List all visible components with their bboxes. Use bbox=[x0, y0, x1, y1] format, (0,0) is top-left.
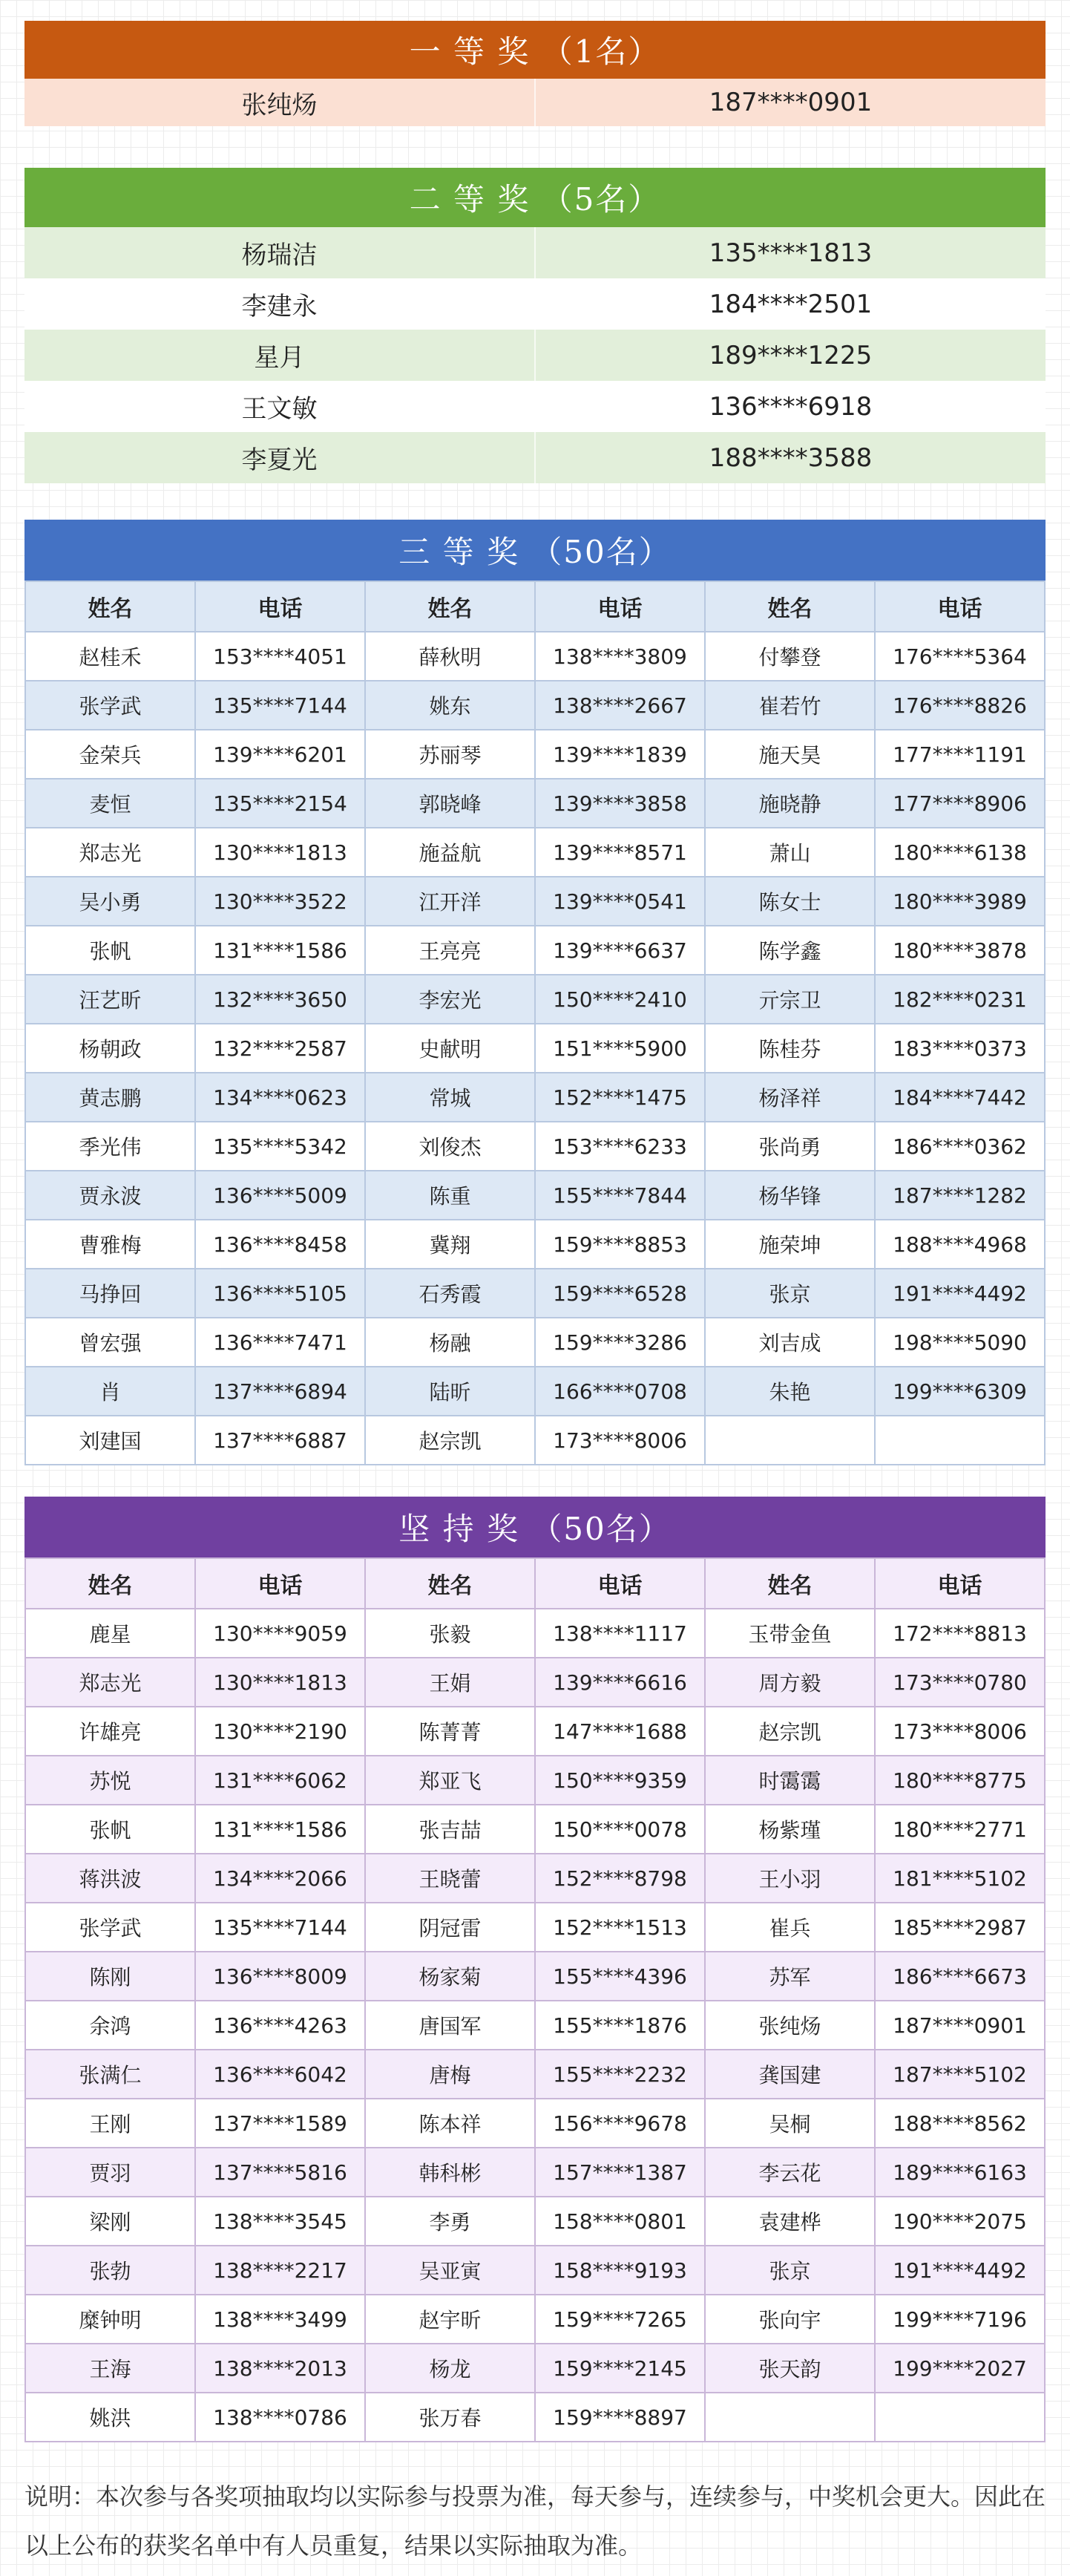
winner-name: 常城 bbox=[365, 1073, 535, 1122]
winner-phone: 139****1839 bbox=[535, 730, 705, 779]
winner-name: 王娟 bbox=[365, 1658, 535, 1707]
winner-phone: 138****0786 bbox=[195, 2393, 365, 2442]
table-row bbox=[25, 1122, 1045, 1171]
winner-phone: 136****5009 bbox=[195, 1171, 365, 1220]
winner-name: 陈本祥 bbox=[365, 2099, 535, 2148]
winner-phone: 177****8906 bbox=[875, 779, 1045, 828]
table-row bbox=[25, 1416, 1045, 1465]
winner-phone: 157****1387 bbox=[535, 2148, 705, 2197]
winner-name: 金荣兵 bbox=[25, 730, 195, 779]
winner-phone: 137****5816 bbox=[195, 2148, 365, 2197]
winner-name: 肖 bbox=[25, 1367, 195, 1416]
table-row bbox=[25, 2001, 1045, 2050]
winner-phone: 155****4396 bbox=[535, 1952, 705, 2001]
winner-name bbox=[705, 2393, 875, 2442]
winner-phone: 131****1586 bbox=[195, 926, 365, 975]
winner-name: 李勇 bbox=[365, 2197, 535, 2246]
table-row bbox=[25, 1609, 1045, 1658]
winner-phone bbox=[875, 1416, 1045, 1465]
winner-phone: 183****0373 bbox=[875, 1024, 1045, 1073]
winner-name: 时霭霭 bbox=[705, 1756, 875, 1805]
second-prize-section bbox=[24, 168, 1046, 483]
winner-phone: 180****6138 bbox=[875, 828, 1045, 877]
winner-phone: 150****9359 bbox=[535, 1756, 705, 1805]
winner-phone: 138****2217 bbox=[195, 2246, 365, 2295]
winner-phone: 153****6233 bbox=[535, 1122, 705, 1171]
winner-phone: 173****0780 bbox=[875, 1658, 1045, 1707]
winner-name: 杨瑞洁 bbox=[241, 241, 318, 270]
winner-phone: 139****6637 bbox=[535, 926, 705, 975]
winner-phone: 152****8798 bbox=[535, 1854, 705, 1903]
winner-name: 鹿星 bbox=[25, 1609, 195, 1658]
winner-phone: 185****2987 bbox=[875, 1903, 1045, 1952]
winner-name: 糜钟明 bbox=[25, 2295, 195, 2344]
winner-phone: 153****4051 bbox=[195, 632, 365, 681]
winner-name: 江开洋 bbox=[365, 877, 535, 926]
winner-phone: 136****7471 bbox=[195, 1318, 365, 1367]
winner-phone: 156****9678 bbox=[535, 2099, 705, 2148]
column-header-phone: 电话 bbox=[535, 581, 705, 632]
winner-name: 郑志光 bbox=[25, 1658, 195, 1707]
winner-phone: 132****2587 bbox=[195, 1024, 365, 1073]
persistence-prize-header: 坚 持 奖 （50名） bbox=[24, 1497, 1046, 1557]
winner-name: 韩科彬 bbox=[365, 2148, 535, 2197]
winner-phone: 180****8775 bbox=[875, 1756, 1045, 1805]
winner-name: 郑志光 bbox=[25, 828, 195, 877]
table-row bbox=[25, 779, 1045, 828]
winner-phone: 172****8813 bbox=[875, 1609, 1045, 1658]
column-header-phone: 电话 bbox=[875, 1558, 1045, 1609]
table-header-row bbox=[25, 1558, 1045, 1609]
third-prize-header: 三 等 奖 （50名） bbox=[24, 520, 1046, 581]
winner-name: 刘俊杰 bbox=[365, 1122, 535, 1171]
winner-name: 李夏光 bbox=[241, 445, 318, 475]
table-row bbox=[25, 681, 1045, 730]
table-row bbox=[25, 1756, 1045, 1805]
winner-name: 贾永波 bbox=[25, 1171, 195, 1220]
winner-row bbox=[24, 278, 1046, 330]
winner-name: 陈刚 bbox=[25, 1952, 195, 2001]
winner-name: 贾羽 bbox=[25, 2148, 195, 2197]
winner-name: 张吉喆 bbox=[365, 1805, 535, 1854]
column-header-name: 姓名 bbox=[705, 581, 875, 632]
winner-phone: 137****6887 bbox=[195, 1416, 365, 1465]
winner-phone: 136****5105 bbox=[195, 1269, 365, 1318]
winner-phone: 135****1813 bbox=[534, 227, 1046, 278]
winner-name: 曾宏强 bbox=[25, 1318, 195, 1367]
winner-phone: 136****4263 bbox=[195, 2001, 365, 2050]
winner-phone: 184****7442 bbox=[875, 1073, 1045, 1122]
winner-phone: 198****5090 bbox=[875, 1318, 1045, 1367]
winner-name: 季光伟 bbox=[25, 1122, 195, 1171]
winner-name: 吴小勇 bbox=[25, 877, 195, 926]
winner-phone: 136****6918 bbox=[534, 381, 1046, 432]
winner-phone: 159****2145 bbox=[535, 2344, 705, 2393]
winner-phone: 134****0623 bbox=[195, 1073, 365, 1122]
table-row bbox=[25, 1220, 1045, 1269]
winner-name: 星月 bbox=[254, 343, 305, 373]
winner-name: 崔若竹 bbox=[705, 681, 875, 730]
table-row bbox=[25, 1024, 1045, 1073]
winner-phone: 135****7144 bbox=[195, 1903, 365, 1952]
winner-phone: 130****1813 bbox=[195, 828, 365, 877]
winner-phone: 138****3545 bbox=[195, 2197, 365, 2246]
winner-name: 麦恒 bbox=[25, 779, 195, 828]
winner-name: 梁刚 bbox=[25, 2197, 195, 2246]
winner-phone: 199****6309 bbox=[875, 1367, 1045, 1416]
winner-name: 张纯炀 bbox=[241, 90, 318, 120]
winner-name: 张学武 bbox=[25, 681, 195, 730]
winner-phone: 135****5342 bbox=[195, 1122, 365, 1171]
winner-name: 杨紫瑾 bbox=[705, 1805, 875, 1854]
winner-name: 阴冠雷 bbox=[365, 1903, 535, 1952]
winner-phone: 187****5102 bbox=[875, 2050, 1045, 2099]
winner-name: 刘建国 bbox=[25, 1416, 195, 1465]
winner-phone: 147****1688 bbox=[535, 1707, 705, 1756]
table-header-row bbox=[25, 581, 1045, 632]
winner-name: 杨泽祥 bbox=[705, 1073, 875, 1122]
winner-phone: 159****6528 bbox=[535, 1269, 705, 1318]
winner-name: 吴桐 bbox=[705, 2099, 875, 2148]
winner-phone: 139****6616 bbox=[535, 1658, 705, 1707]
table-row bbox=[25, 926, 1045, 975]
winner-name: 亓宗卫 bbox=[705, 975, 875, 1024]
table-row bbox=[25, 1367, 1045, 1416]
table-row bbox=[25, 975, 1045, 1024]
table-row bbox=[25, 877, 1045, 926]
winner-phone: 189****6163 bbox=[875, 2148, 1045, 2197]
winner-name: 施荣坤 bbox=[705, 1220, 875, 1269]
first-prize-section bbox=[24, 21, 1046, 126]
winner-name: 张京 bbox=[705, 2246, 875, 2295]
winner-phone: 187****0901 bbox=[875, 2001, 1045, 2050]
winner-name: 王海 bbox=[25, 2344, 195, 2393]
table-row bbox=[25, 1952, 1045, 2001]
winner-phone: 130****3522 bbox=[195, 877, 365, 926]
winner-phone: 187****1282 bbox=[875, 1171, 1045, 1220]
winner-name: 曹雅梅 bbox=[25, 1220, 195, 1269]
table-row bbox=[25, 1318, 1045, 1367]
winner-phone: 159****7265 bbox=[535, 2295, 705, 2344]
column-header-name: 姓名 bbox=[25, 1558, 195, 1609]
winner-phone: 180****2771 bbox=[875, 1805, 1045, 1854]
winner-phone: 155****7844 bbox=[535, 1171, 705, 1220]
winner-phone: 150****0078 bbox=[535, 1805, 705, 1854]
winner-name: 陆昕 bbox=[365, 1367, 535, 1416]
winner-phone: 182****0231 bbox=[875, 975, 1045, 1024]
third-prize-table bbox=[24, 581, 1046, 1465]
winner-name bbox=[705, 1416, 875, 1465]
table-row bbox=[25, 730, 1045, 779]
winner-phone: 155****2232 bbox=[535, 2050, 705, 2099]
winner-phone: 150****2410 bbox=[535, 975, 705, 1024]
table-row bbox=[25, 1171, 1045, 1220]
winner-name: 付攀登 bbox=[705, 632, 875, 681]
winner-phone: 138****2667 bbox=[535, 681, 705, 730]
winner-name: 黄志鹏 bbox=[25, 1073, 195, 1122]
column-header-phone: 电话 bbox=[875, 581, 1045, 632]
column-header-phone: 电话 bbox=[195, 1558, 365, 1609]
winner-phone: 136****8009 bbox=[195, 1952, 365, 2001]
winner-name: 玉带金鱼 bbox=[705, 1609, 875, 1658]
winner-name: 张京 bbox=[705, 1269, 875, 1318]
winner-name: 张帆 bbox=[25, 926, 195, 975]
winner-phone: 159****8897 bbox=[535, 2393, 705, 2442]
column-header-name: 姓名 bbox=[25, 581, 195, 632]
table-row bbox=[25, 2344, 1045, 2393]
winner-phone: 138****2013 bbox=[195, 2344, 365, 2393]
winner-phone: 136****6042 bbox=[195, 2050, 365, 2099]
winner-phone: 152****1475 bbox=[535, 1073, 705, 1122]
winner-name: 郭晓峰 bbox=[365, 779, 535, 828]
winner-name: 陈菁菁 bbox=[365, 1707, 535, 1756]
winner-name: 赵桂禾 bbox=[25, 632, 195, 681]
winner-phone: 132****3650 bbox=[195, 975, 365, 1024]
persistence-prize-section bbox=[24, 1497, 1046, 2442]
table-row bbox=[25, 1854, 1045, 1903]
winner-name: 杨龙 bbox=[365, 2344, 535, 2393]
winner-name: 张毅 bbox=[365, 1609, 535, 1658]
winner-name: 杨华锋 bbox=[705, 1171, 875, 1220]
winner-name: 袁建桦 bbox=[705, 2197, 875, 2246]
winner-name: 张天韵 bbox=[705, 2344, 875, 2393]
winner-name: 张学武 bbox=[25, 1903, 195, 1952]
persistence-prize-table bbox=[24, 1557, 1046, 2442]
winner-phone: 186****6673 bbox=[875, 1952, 1045, 2001]
column-header-name: 姓名 bbox=[365, 581, 535, 632]
winner-phone: 138****3809 bbox=[535, 632, 705, 681]
winner-name: 施益航 bbox=[365, 828, 535, 877]
table-row bbox=[25, 1658, 1045, 1707]
winner-phone: 190****2075 bbox=[875, 2197, 1045, 2246]
winner-name: 李建永 bbox=[241, 292, 318, 321]
winner-name: 龚国建 bbox=[705, 2050, 875, 2099]
second-prize-header: 二 等 奖 （5名） bbox=[24, 168, 1046, 227]
winner-phone: 138****1117 bbox=[535, 1609, 705, 1658]
winner-phone: 184****2501 bbox=[534, 278, 1046, 330]
winner-phone: 130****9059 bbox=[195, 1609, 365, 1658]
winner-phone: 199****7196 bbox=[875, 2295, 1045, 2344]
winner-row bbox=[24, 432, 1046, 483]
column-header-phone: 电话 bbox=[535, 1558, 705, 1609]
winner-name: 苏丽琴 bbox=[365, 730, 535, 779]
winner-phone: 173****8006 bbox=[535, 1416, 705, 1465]
winner-phone: 130****1813 bbox=[195, 1658, 365, 1707]
winner-name: 刘吉成 bbox=[705, 1318, 875, 1367]
winner-phone: 176****5364 bbox=[875, 632, 1045, 681]
winner-row bbox=[24, 381, 1046, 432]
winner-name: 杨朝政 bbox=[25, 1024, 195, 1073]
winner-phone: 137****1589 bbox=[195, 2099, 365, 2148]
winner-name: 周方毅 bbox=[705, 1658, 875, 1707]
winner-phone: 151****5900 bbox=[535, 1024, 705, 1073]
winner-phone: 155****1876 bbox=[535, 2001, 705, 2050]
winner-phone: 152****1513 bbox=[535, 1903, 705, 1952]
winner-name: 冀翔 bbox=[365, 1220, 535, 1269]
first-prize-header: 一 等 奖 （1名） bbox=[24, 21, 1046, 79]
winner-phone: 131****1586 bbox=[195, 1805, 365, 1854]
winner-phone: 135****2154 bbox=[195, 779, 365, 828]
column-header-name: 姓名 bbox=[365, 1558, 535, 1609]
table-row bbox=[25, 2246, 1045, 2295]
winner-phone: 199****2027 bbox=[875, 2344, 1045, 2393]
winner-name: 施天昊 bbox=[705, 730, 875, 779]
winner-phone: 135****7144 bbox=[195, 681, 365, 730]
winner-phone: 158****9193 bbox=[535, 2246, 705, 2295]
winner-name: 张满仁 bbox=[25, 2050, 195, 2099]
winner-phone: 139****0541 bbox=[535, 877, 705, 926]
winner-name: 赵宗凯 bbox=[705, 1707, 875, 1756]
winner-name: 唐国军 bbox=[365, 2001, 535, 2050]
winner-phone: 191****4492 bbox=[875, 2246, 1045, 2295]
winner-name: 薛秋明 bbox=[365, 632, 535, 681]
winner-name: 张向宇 bbox=[705, 2295, 875, 2344]
winner-name: 张纯炀 bbox=[705, 2001, 875, 2050]
table-row bbox=[25, 1903, 1045, 1952]
winner-row bbox=[24, 330, 1046, 381]
winner-phone: 177****1191 bbox=[875, 730, 1045, 779]
table-row bbox=[25, 1269, 1045, 1318]
winner-phone: 176****8826 bbox=[875, 681, 1045, 730]
winner-name: 史献明 bbox=[365, 1024, 535, 1073]
winner-name: 唐梅 bbox=[365, 2050, 535, 2099]
third-prize-section bbox=[24, 520, 1046, 1465]
winner-name: 陈重 bbox=[365, 1171, 535, 1220]
winner-phone: 189****1225 bbox=[534, 330, 1046, 381]
winner-name: 石秀霞 bbox=[365, 1269, 535, 1318]
winner-phone: 180****3989 bbox=[875, 877, 1045, 926]
winner-phone: 180****3878 bbox=[875, 926, 1045, 975]
winner-name: 崔兵 bbox=[705, 1903, 875, 1952]
winner-row bbox=[24, 227, 1046, 278]
winner-name: 施晓静 bbox=[705, 779, 875, 828]
winner-phone: 188****4968 bbox=[875, 1220, 1045, 1269]
winner-name: 王小羽 bbox=[705, 1854, 875, 1903]
winner-name: 王亮亮 bbox=[365, 926, 535, 975]
winner-name: 张帆 bbox=[25, 1805, 195, 1854]
winner-phone: 136****8458 bbox=[195, 1220, 365, 1269]
winner-name: 苏军 bbox=[705, 1952, 875, 2001]
winner-phone: 139****6201 bbox=[195, 730, 365, 779]
winner-name: 许雄亮 bbox=[25, 1707, 195, 1756]
winner-phone: 173****8006 bbox=[875, 1707, 1045, 1756]
winner-name: 张尚勇 bbox=[705, 1122, 875, 1171]
winner-name: 苏悦 bbox=[25, 1756, 195, 1805]
winner-phone: 139****8571 bbox=[535, 828, 705, 877]
winner-name: 余鸿 bbox=[25, 2001, 195, 2050]
winner-phone: 186****0362 bbox=[875, 1122, 1045, 1171]
note-text: 说明：本次参与各奖项抽取均以实际参与投票为准，每天参与，连续参与，中奖机会更大。因此在以上公布的获奖名单中有人员重复，结果以实际抽取为准。 bbox=[24, 2482, 1046, 2560]
winner-name: 王文敏 bbox=[241, 394, 318, 424]
winner-name: 杨融 bbox=[365, 1318, 535, 1367]
table-row bbox=[25, 2295, 1045, 2344]
table-row bbox=[25, 1805, 1045, 1854]
table-row bbox=[25, 2393, 1045, 2442]
table-row bbox=[25, 2099, 1045, 2148]
table-row bbox=[25, 828, 1045, 877]
winner-phone: 188****8562 bbox=[875, 2099, 1045, 2148]
winner-name: 姚东 bbox=[365, 681, 535, 730]
winner-phone: 187****0901 bbox=[534, 79, 1046, 126]
winner-name: 郑亚飞 bbox=[365, 1756, 535, 1805]
winner-name: 姚洪 bbox=[25, 2393, 195, 2442]
column-header-phone: 电话 bbox=[195, 581, 365, 632]
winner-name: 陈学鑫 bbox=[705, 926, 875, 975]
winner-name: 马挣回 bbox=[25, 1269, 195, 1318]
winner-name: 张万春 bbox=[365, 2393, 535, 2442]
winner-phone: 191****4492 bbox=[875, 1269, 1045, 1318]
table-row bbox=[25, 2197, 1045, 2246]
winner-phone: 188****3588 bbox=[534, 432, 1046, 483]
winner-name: 陈桂芬 bbox=[705, 1024, 875, 1073]
winner-phone: 166****0708 bbox=[535, 1367, 705, 1416]
table-row bbox=[25, 1073, 1045, 1122]
winner-name: 吴亚寅 bbox=[365, 2246, 535, 2295]
winner-name: 张勃 bbox=[25, 2246, 195, 2295]
winner-phone: 181****5102 bbox=[875, 1854, 1045, 1903]
winner-name: 萧山 bbox=[705, 828, 875, 877]
winner-name: 杨家菊 bbox=[365, 1952, 535, 2001]
winner-name: 陈女士 bbox=[705, 877, 875, 926]
table-row bbox=[25, 2050, 1045, 2099]
winner-phone: 138****3499 bbox=[195, 2295, 365, 2344]
winner-name: 李宏光 bbox=[365, 975, 535, 1024]
winner-name: 王晓蕾 bbox=[365, 1854, 535, 1903]
table-row bbox=[25, 2148, 1045, 2197]
winner-name: 蒋洪波 bbox=[25, 1854, 195, 1903]
winner-name: 王刚 bbox=[25, 2099, 195, 2148]
column-header-name: 姓名 bbox=[705, 1558, 875, 1609]
winner-name: 汪艺昕 bbox=[25, 975, 195, 1024]
winner-phone: 130****2190 bbox=[195, 1707, 365, 1756]
winner-phone: 131****6062 bbox=[195, 1756, 365, 1805]
winner-phone: 139****3858 bbox=[535, 779, 705, 828]
winner-phone: 159****3286 bbox=[535, 1318, 705, 1367]
winner-phone: 134****2066 bbox=[195, 1854, 365, 1903]
winner-phone bbox=[875, 2393, 1045, 2442]
table-row bbox=[25, 632, 1045, 681]
table-row bbox=[25, 1707, 1045, 1756]
winner-phone: 137****6894 bbox=[195, 1367, 365, 1416]
winner-name: 朱艳 bbox=[705, 1367, 875, 1416]
winner-phone: 159****8853 bbox=[535, 1220, 705, 1269]
winner-name: 赵宇昕 bbox=[365, 2295, 535, 2344]
winner-phone: 158****0801 bbox=[535, 2197, 705, 2246]
winner-row bbox=[24, 79, 1046, 126]
winner-name: 李云花 bbox=[705, 2148, 875, 2197]
winner-name: 赵宗凯 bbox=[365, 1416, 535, 1465]
